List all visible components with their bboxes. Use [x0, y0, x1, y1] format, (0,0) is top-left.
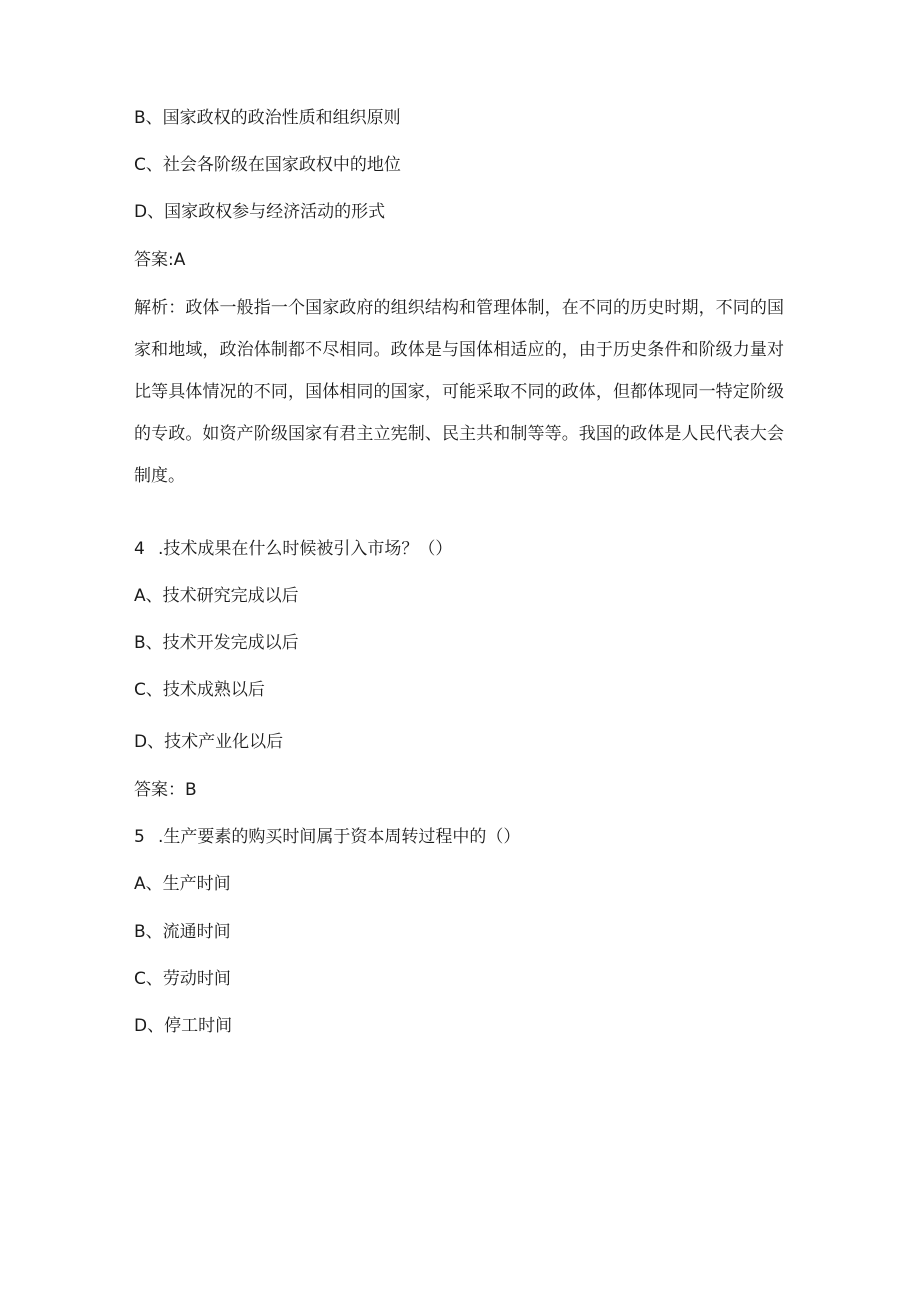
- q3-answer: 答案:A: [134, 250, 186, 270]
- q4-number: 4: [134, 539, 145, 559]
- q4-option-b: B、技术开发完成以后: [134, 633, 299, 653]
- q3-option-d: D、国家政权参与经济活动的形式: [134, 202, 386, 222]
- q3-option-b: B、国家政权的政治性质和组织原则: [134, 108, 401, 128]
- q5-option-b: B、流通时间: [134, 922, 231, 942]
- q5-option-c: C、劳动时间: [134, 969, 231, 989]
- q4-question: [134, 538, 452, 560]
- q4-answer: 答案：B: [134, 780, 197, 800]
- q4-question-text: .技术成果在什么时候被引入市场？（）: [158, 539, 453, 559]
- q4-option-d: D、技术产业化以后: [134, 732, 284, 752]
- q5-option-a: A、生产时间: [134, 874, 231, 894]
- q4-option-a: A、技术研究完成以后: [134, 586, 299, 606]
- q3-analysis: 解析：政体一般指一个国家政府的组织结构和管理体制，在不同的历史时期，不同的国家和地域，政治体制都不尽相同。政体是与国体相适应的，由于历史条件和阶级力量对比等具体情况的不同，国体相同的国家，可能采取不同的政体，但都体现同一特定阶级的专政。如资产阶级国家有君主立宪制、民主共和制等等。我国的政体是人民代表大会制度。: [134, 298, 784, 486]
- q5-number: 5: [134, 827, 145, 847]
- q5-question-text: .生产要素的购买时间属于资本周转过程中的（）: [158, 827, 521, 847]
- q3-option-c: C、社会各阶级在国家政权中的地位: [134, 155, 401, 175]
- q5-question: [134, 826, 520, 848]
- q5-option-d: D、停工时间: [134, 1016, 233, 1036]
- q4-option-c: C、技术成熟以后: [134, 680, 265, 700]
